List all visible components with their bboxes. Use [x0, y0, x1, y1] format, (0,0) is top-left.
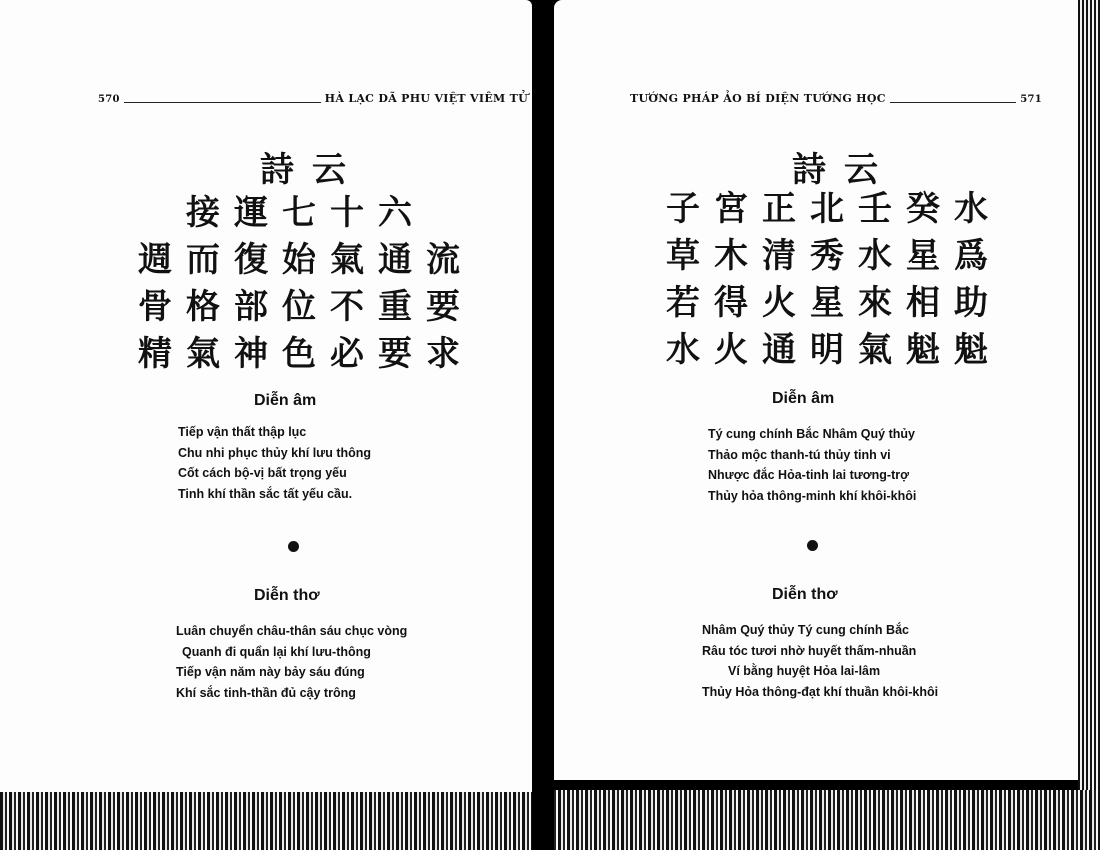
running-head: HÀ LẠC DÃ PHU VIỆT VIÊM TỬ: [324, 92, 528, 105]
dien-am-line: Nhược đắc Hỏa-tinh lai tương-trợ: [708, 468, 910, 482]
dien-tho-line: Luân chuyển châu-thân sáu chục vòng: [176, 624, 408, 638]
dien-tho-title: Diễn thơ: [254, 587, 320, 604]
left-page-header: [98, 92, 528, 105]
dien-am-title: Diễn âm: [772, 390, 835, 407]
left-page: [0, 0, 532, 792]
page-number: 570: [98, 94, 120, 105]
han-line: 週而復始氣通流: [138, 240, 474, 280]
dien-am-line: Tiếp vận thất thập lục: [178, 425, 307, 439]
han-poem: [138, 190, 474, 378]
dien-am-line: Tinh khí thần sắc tất yếu cầu.: [178, 486, 353, 501]
han-line: 草木清秀水星爲: [666, 236, 1002, 276]
dien-am-line: Tý cung chính Bắc Nhâm Quý thủy: [708, 427, 915, 441]
right-page: [554, 0, 1078, 780]
dien-am-line: Chu nhi phục thủy khí lưu thông: [178, 445, 372, 460]
dien-am-line: Thảo mộc thanh-tú thủy tinh vi: [708, 447, 891, 462]
han-line: 骨格部位不重要: [138, 287, 474, 327]
dien-tho-title: Diễn thơ: [772, 586, 838, 603]
dien-am-line: Thủy hỏa thông-minh khí khôi-khôi: [708, 488, 917, 503]
dien-am-line: Cốt cách bộ-vị bất trọng yếu: [178, 466, 347, 480]
poem-title: 詩云: [792, 150, 896, 190]
book-spine: [532, 0, 554, 850]
dien-tho-lines: [176, 621, 407, 703]
dien-tho-line: Quanh đi quẩn lại khí lưu-thông: [182, 644, 371, 659]
han-line: 接運七十六: [186, 193, 426, 233]
poem-title: 詩云: [260, 150, 364, 190]
han-poem: [666, 186, 1002, 374]
dien-tho-line: Nhâm Quý thủy Tý cung chính Bắc: [702, 623, 909, 637]
header-rule: [890, 102, 1016, 103]
right-page-header: [630, 92, 1042, 105]
dien-tho-lines: [702, 620, 938, 702]
han-line: 精氣神色必要求: [138, 334, 474, 374]
scan-right-edge: [1078, 0, 1100, 790]
dien-tho-line: Râu tóc tươi nhờ huyết thấm-nhuần: [702, 643, 917, 658]
dien-tho-line: Tiếp vận năm này bảy sáu đúng: [176, 665, 365, 679]
section-separator-dot: [288, 541, 299, 552]
page-number: 571: [1020, 94, 1042, 105]
dien-tho-line: Khí sắc tinh-thần đủ cậy trông: [176, 685, 356, 700]
dien-tho-line: Ví bằng huyệt Hỏa lai-lâm: [728, 664, 881, 678]
dien-am-lines: [708, 424, 916, 506]
han-line: 子宮正北壬癸水: [666, 189, 1002, 229]
dien-am-lines: [178, 422, 371, 504]
han-line: 若得火星來相助: [666, 283, 1002, 323]
running-head: TƯỚNG PHÁP ẢO BÍ DIỆN TƯỚNG HỌC: [630, 92, 886, 105]
section-separator-dot: [807, 540, 818, 551]
dien-am-title: Diễn âm: [254, 392, 317, 409]
han-line: 水火通明氣魁魁: [666, 330, 1002, 370]
dien-tho-line: Thủy Hỏa thông-đạt khí thuần khôi-khôi: [702, 684, 939, 699]
header-rule: [124, 102, 321, 103]
